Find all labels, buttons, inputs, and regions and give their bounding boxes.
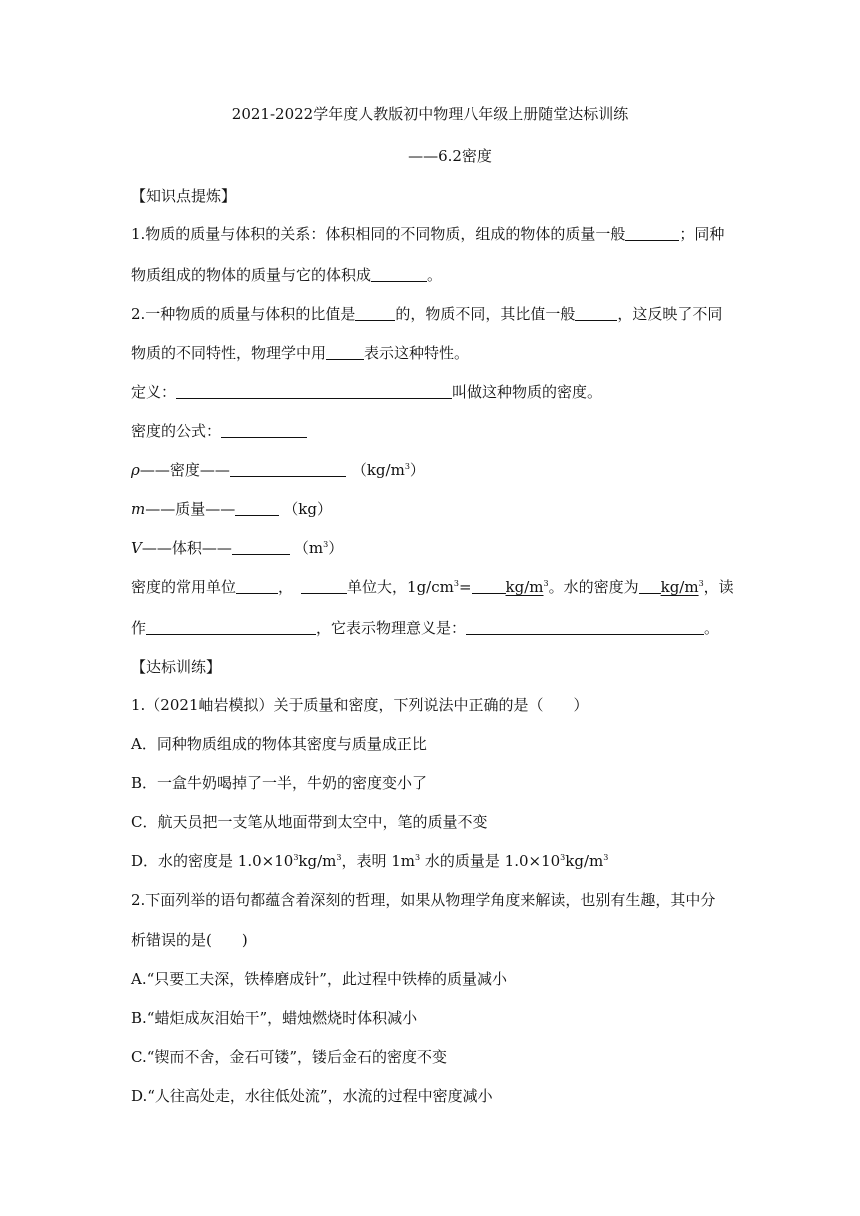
knowledge-item-1-line-2: 物质组成的物体的质量与它的体积成 。 [131, 266, 443, 284]
mass-line: m——质量—— （kg） [131, 500, 332, 518]
question-1-option-c[interactable]: C．航天员把一支笔从地面带到太空中，笔的质量不变 [131, 813, 488, 831]
answer-blank[interactable] [301, 578, 347, 594]
section-heading-knowledge: 【知识点提炼】 [131, 187, 237, 205]
answer-blank[interactable] [176, 383, 452, 399]
volume-line: V——体积—— $(m^3)$ [131, 539, 344, 557]
answer-blank[interactable] [472, 578, 506, 594]
question-1-option-b[interactable]: B．一盒牛奶喝掉了一半，牛奶的密度变小了 [131, 774, 428, 792]
section-heading-training: 【达标训练】 [131, 658, 222, 676]
answer-blank[interactable] [625, 225, 679, 241]
question-2-option-b[interactable]: B.“蜡炬成灰泪始干”，蜡烛燃烧时体积减小 [131, 1009, 418, 1027]
question-1-option-a[interactable]: A．同种物质组成的物体其密度与质量成正比 [131, 735, 427, 753]
answer-blank[interactable] [466, 619, 704, 635]
rho-line: ρ——密度—— $(kg/m^3)$ [131, 461, 425, 479]
document-title: 2021-2022学年度人教版初中物理八年级上册随堂达标训练 [231, 105, 629, 123]
question-2-option-d[interactable]: D.“人往高处走，水往低处流”，水流的过程中密度减小 [131, 1087, 493, 1105]
answer-blank[interactable] [146, 619, 316, 635]
answer-blank[interactable] [326, 344, 364, 360]
question-1-option-d[interactable]: D．水的密度是 $1.0\times 10^3kg/m^3$，表明 $1m^3$ 水的质量是 $1.0\times 10^3kg/m^3$ [131, 852, 609, 870]
question-2-option-c[interactable]: C.“锲而不舍，金石可镂”，镂后金石的密度不变 [131, 1048, 448, 1066]
answer-blank[interactable] [232, 539, 290, 555]
question-2-stem-line-2: 析错误的是( ) [131, 931, 248, 949]
answer-blank[interactable] [639, 578, 661, 594]
question-2-stem-line-1: 2.下面列举的语句都蕴含着深刻的哲理，如果从物理学角度来解读，也别有生趣，其中分 [131, 891, 716, 909]
answer-blank[interactable] [236, 578, 278, 594]
knowledge-item-2-line-1: 2.一种物质的质量与体积的比值是 的，物质不同，其比值一般 ，这反映了不同 [131, 305, 723, 323]
formula-line: 密度的公式： [131, 421, 307, 441]
knowledge-item-2-line-2: 物质的不同特性，物理学中用 表示这种特性。 [131, 344, 470, 362]
rho-symbol: ρ [131, 461, 140, 479]
knowledge-item-1-line-1: 1.物质的质量与体积的关系：体积相同的不同物质，组成的物体的质量一般 ；同种 [131, 225, 725, 243]
answer-blank[interactable] [235, 500, 279, 516]
reading-line: 作 ，它表示物理意义是： 。 [131, 619, 720, 637]
question-1-stem: 1.（2021岫岩模拟）关于质量和密度，下列说法中正确的是（ ） [131, 696, 589, 714]
m-symbol: m [131, 500, 146, 518]
v-symbol: V [131, 539, 142, 557]
question-2-option-a[interactable]: A.“只要工夫深，铁棒磨成针”，此过程中铁棒的质量减小 [131, 970, 507, 988]
units-line: 密度的常用单位 ， 单位大，$1g/cm^3= kg/m^3$。水的密度为 $kg/m^3$，读 [131, 578, 734, 596]
answer-blank[interactable] [575, 305, 617, 321]
answer-blank[interactable] [371, 266, 427, 282]
answer-blank[interactable] [230, 461, 346, 477]
answer-blank[interactable] [221, 422, 307, 438]
definition-line: 定义： 叫做这种物质的密度。 [131, 383, 603, 401]
document-subtitle: ——6.2密度 [408, 147, 492, 165]
answer-blank[interactable] [355, 305, 395, 321]
